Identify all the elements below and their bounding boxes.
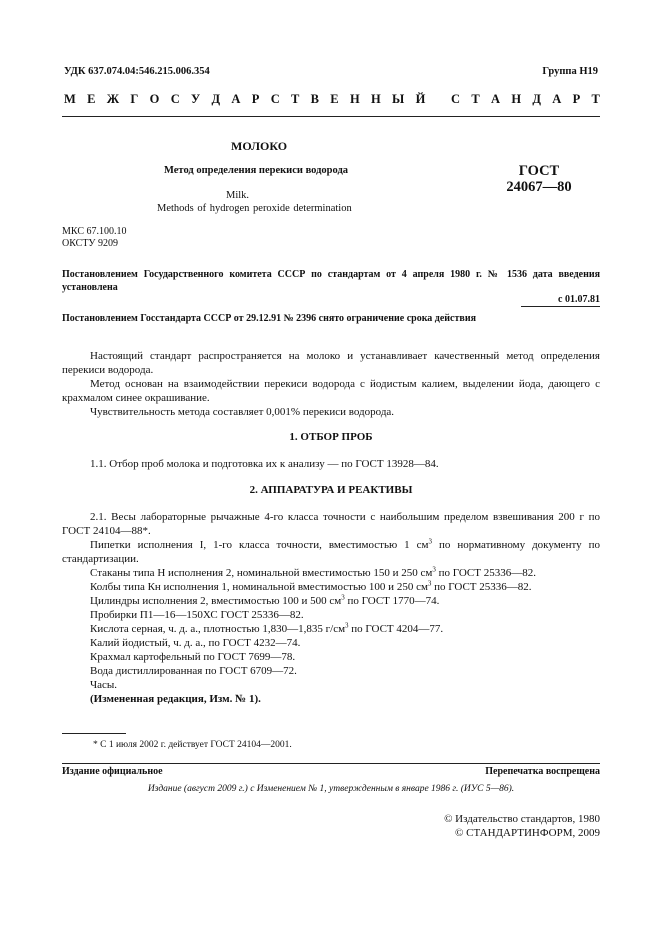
copyright-2009: © СТАНДАРТИНФОРМ, 2009	[455, 827, 600, 839]
decree-introduction: Постановлением Государственного комитета СССР по стандартам от 4 апреля 1980 г. № 1536 дата введения установлена	[62, 269, 600, 293]
banner-letter: Н	[349, 92, 360, 106]
intro-paragraph-1: Настоящий стандарт распространяется на молоко и устанавливает качественный метод определения перекиси водорода.	[62, 350, 600, 376]
starch-item: Крахмал картофельный по ГОСТ 7699—78.	[90, 651, 296, 663]
group-code: Группа Н19	[542, 66, 598, 77]
mks-code: МКС 67.100.10	[62, 226, 127, 237]
banner-letter: Т	[471, 92, 480, 106]
footnote-divider	[62, 733, 126, 734]
intro-paragraph-3: Чувствительность метода составляет 0,001% перекиси водорода.	[90, 406, 395, 418]
clause-1-1: 1.1. Отбор проб молока и подготовка их к анализу — по ГОСТ 13928—84.	[90, 458, 439, 470]
header-divider	[62, 116, 600, 117]
official-edition-label: Издание официальное	[62, 766, 163, 777]
clause-2-1: 2.1. Весы лабораторные рычажные 4-го класса точности с наибольшим пределом взвешивания 200 г по ГОСТ 24104—88*.	[62, 511, 600, 537]
date-underline	[521, 306, 600, 307]
banner-letter: Й	[415, 92, 426, 106]
section-2-heading: 2. АППАРАТУРА И РЕАКТИВЫ	[249, 484, 413, 496]
banner-letter: Ы	[392, 92, 405, 106]
banner-letter: Н	[511, 92, 522, 106]
footnote: * С 1 июля 2002 г. действует ГОСТ 24104—2001.	[93, 740, 292, 750]
beakers-item: Стаканы типа Н исполнения 2, номинальной вместимостью 150 и 250 $см^3$ по ГОСТ 25336—82.	[90, 565, 536, 579]
clock-item: Часы.	[90, 679, 118, 691]
english-title-line2: Methods of hydrogen peroxide determination	[157, 203, 352, 214]
intro-paragraph-2: Метод основан на взаимодействии перекиси водорода с йодистым калием, выделении йода, дающего с крахмалом синее окрашивание.	[62, 378, 600, 404]
banner-letter: А	[231, 92, 241, 106]
gost-label: ГОСТ	[518, 163, 560, 179]
footer-divider	[62, 763, 600, 764]
banner-letter: С	[270, 92, 280, 106]
edition-note: Издание (август 2009 г.) с Изменением № 1, утвержденным в январе 1986 г. (ИУС 5—86).	[147, 784, 515, 794]
copyright-block	[444, 812, 600, 840]
introduction-date: с 01.07.81	[558, 294, 600, 305]
banner-letter: Ж	[106, 92, 120, 106]
banner-letter: Е	[330, 92, 339, 106]
pipettes-item: Пипетки исполнения I, 1-го класса точности, вместимостью 1 $см^3$ по нормативному документу по стандартизации.	[62, 537, 600, 565]
section-1-text	[62, 457, 600, 471]
decree-validity: Постановлением Госстандарта СССР от 29.12.91 № 2396 снято ограничение срока действия	[62, 313, 476, 324]
interstate-standard-banner	[64, 92, 600, 107]
classification-codes	[62, 226, 126, 250]
section-2-text	[62, 510, 600, 706]
test-tubes-item: Пробирки П1—16—150ХС ГОСТ 25336—82.	[90, 609, 304, 621]
gost-designation	[504, 163, 574, 195]
banner-letter	[437, 92, 440, 107]
banner-letter: Е	[87, 92, 96, 106]
banner-letter: Д	[532, 92, 541, 106]
udk-code: УДК 637.074.04:546.215.006.354	[64, 66, 210, 77]
banner-letter: Д	[211, 92, 221, 106]
flasks-item: Колбы типа Кн исполнения 1, номинальной вместимостью 100 и 250 $см^3$ по ГОСТ 25336—82.	[90, 579, 532, 593]
intro-text	[62, 349, 600, 419]
sulfuric-acid-item: Кислота серная, ч. д. а., плотностью 1,830—1,835 $г/см^3$ по ГОСТ 4204—77.	[90, 621, 444, 635]
cylinders-item: Цилиндры исполнения 2, вместимостью 100 и 500 $см^3$ по ГОСТ 1770—74.	[90, 593, 440, 607]
banner-letter: Г	[130, 92, 139, 106]
banner-letter: У	[191, 92, 201, 106]
banner-letter: С	[170, 92, 180, 106]
banner-letter: О	[149, 92, 160, 106]
section-1-heading: 1. ОТБОР ПРОБ	[289, 431, 373, 443]
copyright-1980: © Издательство стандартов, 1980	[444, 813, 600, 825]
banner-letter: Т	[291, 92, 300, 106]
document-title: МОЛОКО	[231, 139, 288, 153]
banner-letter: Р	[251, 92, 260, 106]
banner-letter: А	[552, 92, 562, 106]
water-item: Вода дистиллированная по ГОСТ 6709—72.	[90, 665, 297, 677]
banner-letter: А	[491, 92, 501, 106]
okstu-code: ОКСТУ 9209	[62, 238, 119, 249]
banner-letter: М	[64, 92, 76, 106]
document-subtitle: Метод определения перекиси водорода	[164, 165, 349, 176]
banner-letter: Т	[591, 92, 600, 106]
banner-letter: Р	[572, 92, 581, 106]
gost-number: 24067—80	[506, 179, 572, 195]
potassium-iodide-item: Калий йодистый, ч. д. а., по ГОСТ 4232—74.	[90, 637, 301, 649]
banner-letter: Н	[370, 92, 381, 106]
english-title-line1: Milk.	[226, 190, 250, 201]
amendment-note: (Измененная редакция, Изм. № 1).	[90, 693, 261, 705]
reprint-prohibited-label: Перепечатка воспрещена	[485, 766, 600, 777]
banner-letter: В	[310, 92, 319, 106]
banner-letter: С	[451, 92, 461, 106]
